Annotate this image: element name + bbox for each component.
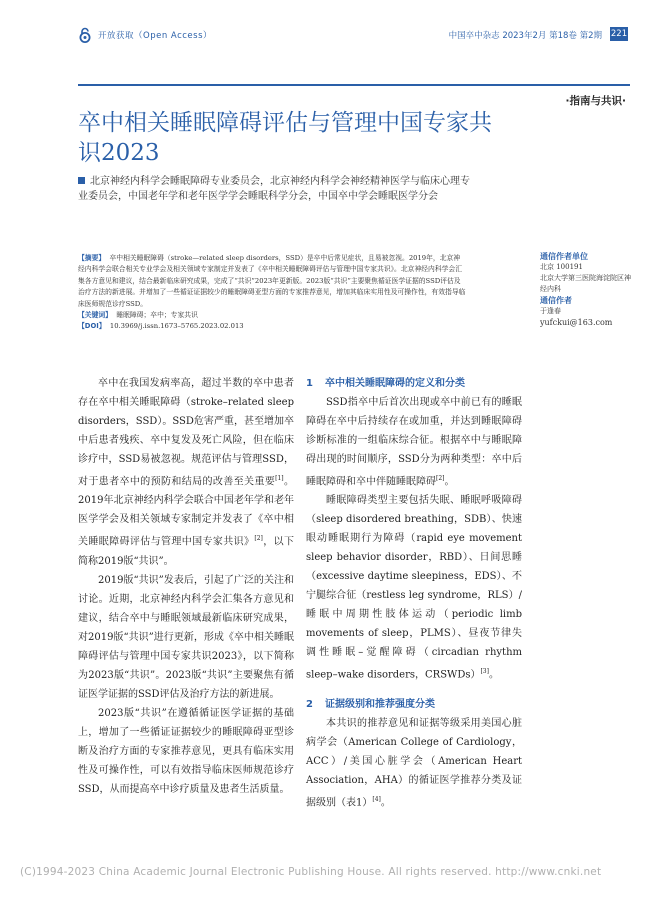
paragraph-text: 。2019年北京神经内科学会联合中国老年学和老年医学学会及相关领域专家制定并发表了《卒中相关睡眠障碍评估与管理中国专家共识》 xyxy=(78,476,294,548)
paragraph: 2019版“共识”发表后，引起了广泛的关注和讨论。近期，北京神经内科学会汇集各方意见和建议，结合卒中与睡眠领域最新临床研究成果，对2019版“共识”进行更新，形成《卒中相关睡眠障碍评估与管理中国专家共识2023》，以下简称为2023版“共识”。2023版“共识”主要聚焦有循证医学证据的SSD评估及治疗方法的新进展。 xyxy=(78,574,294,700)
section-number: 1 xyxy=(306,378,313,389)
copyright-notice: (C)1994-2023 China Academic Journal Electronic Publishing House. All rights reserved. http://www.cnki.net xyxy=(20,866,602,878)
page-number: 221 xyxy=(610,29,628,39)
header-rule xyxy=(78,84,630,86)
section-label: ·指南与共识· xyxy=(565,95,626,107)
doi-text: 10.3969/j.issn.1673–5765.2023.02.013 xyxy=(109,322,244,331)
paragraph: SSD指卒中后首次出现或卒中前已有的睡眠障碍在卒中后持续存在或加重，并达到睡眠障碍诊断标准的一组临床综合征。根据卒中与睡眠障碍出现的时间顺序，SSD分为两种类型：卒中后睡眠障碍和卒中伴随睡眠障碍[2]。 xyxy=(306,397,522,488)
paragraph-text: SSD指卒中后首次出现或卒中前已有的睡眠障碍在卒中后持续存在或加重，并达到睡眠障碍诊断标准的一组临床综合征。根据卒中与睡眠障碍出现的时间顺序，SSD分为两种类型：卒中后睡眠障碍和卒中伴随睡眠障碍 xyxy=(306,397,522,488)
citation: [4] xyxy=(372,795,381,803)
paragraph-text: 卒中在我国发病率高，超过半数的卒中患者存在卒中相关睡眠障碍（stroke–related sleep disorders，SSD）。SSD危害严重，甚至增加卒中后患者残疾、卒中复发及死亡风险，但在临床诊疗中，SSD易被忽视。规范评估与管理SSD，对于患者卒中的预防和结局的改善至关重要 xyxy=(78,378,294,488)
doi-label: 【DOI】 xyxy=(78,322,106,331)
author-label: 通信作者 xyxy=(540,296,572,305)
keywords-label: 【关键词】 xyxy=(78,311,112,320)
citation: [2] xyxy=(254,535,263,543)
section-heading-1 xyxy=(306,374,522,393)
body-column-left xyxy=(78,374,294,799)
authors xyxy=(78,174,478,204)
abstract-text: 卒中相关睡眠障碍（stroke—related sleep disorders，SSD）是卒中后常见症状，且易被忽视。2019年，北京神经内科学会联合相关专业学会及相关领域专家制定并发表了《卒中相关睡眠障碍评估与管理中国专家共识》。北京神经内科学会汇集各方意见和建议，结合最新临床研究成果，完成了“共识”2023年更新版。2023版“共识”主要聚焦循证医学证据的SSD评估及治疗方法的新进展。并增加了一些循证证据较少的睡眠障碍亚型方面的专家推荐意见，增加其临床实用性及可操作性，有效指导临床医师规范诊疗SSD。 xyxy=(78,254,466,308)
author-name: 于逢春 xyxy=(540,307,561,315)
paragraph: 2023版“共识”在遵循循证医学证据的基础上，增加了一些循证证据较少的睡眠障碍亚型诊断及治疗方面的专家推荐意见，更具有临床实用性及可操作性，可以有效指导临床医师规范诊疗SSD，从而提高卒中诊疗质量及患者生活质量。 xyxy=(78,707,294,795)
paragraph-text: ，以下简称2019版“共识”。 xyxy=(78,536,294,567)
abstract-block xyxy=(78,253,466,333)
author-email: yufckui@163.com xyxy=(540,318,613,327)
body-column-right xyxy=(306,374,522,812)
section-title: 证据级别和推荐强度分类 xyxy=(324,698,435,710)
author-list: 北京神经内科学会睡眠障碍专业委员会，北京神经内科学会神经精神医学与临床心理专业委员会，中国老年学和老年医学学会睡眠科学分会，中国卒中学会睡眠医学分会 xyxy=(78,176,470,202)
keywords-text: 睡眠障碍；卒中；专家共识 xyxy=(116,311,198,320)
section-number: 2 xyxy=(306,698,313,710)
journal-info: 中国卒中杂志 2023年2月 第18卷 第2期 xyxy=(448,31,602,41)
correspondence-sidebar xyxy=(540,251,635,328)
section-title: 卒中相关睡眠障碍的定义和分类 xyxy=(324,378,465,389)
open-access-label: 开放获取（Open Access） xyxy=(98,31,213,41)
paragraph-text: 睡眠障碍类型主要包括失眠、睡眠呼吸障碍（sleep disordered breathing，SDB）、快速眼动睡眠期行为障碍（rapid eye movement sleep behavior disorder，RBD）、日间思睡（excessive daytime sleepiness，EDS）、不宁腿综合征（restless leg syndrome，RLS）/睡眠中周期性肢体运动（periodic limb movements of sleep，PLMS）、昼夜节律失调性睡眠–觉醒障碍（circadian rhythm sleep–wake disorders，CRSWDs） xyxy=(306,495,522,681)
doi xyxy=(78,321,466,332)
section-heading-2 xyxy=(306,695,522,714)
abstract xyxy=(78,253,466,310)
unit-label: 通信作者单位 xyxy=(540,252,588,261)
paragraph: 睡眠障碍类型主要包括失眠、睡眠呼吸障碍（sleep disordered breathing，SDB）、快速眼动睡眠期行为障碍（rapid eye movement sleep behavior disorder，RBD）、日间思睡（excessive daytime sleepiness，EDS）、不宁腿综合征（restless leg syndrome，RLS）/睡眠中周期性肢体运动（periodic limb movements of sleep，PLMS）、昼夜节律失调性睡眠–觉醒障碍（circadian rhythm sleep–wake disorders，CRSWDs）[3]。 xyxy=(306,495,522,681)
citation: [1] xyxy=(275,475,284,482)
abstract-label: 【摘要】 xyxy=(78,254,106,262)
unit-line: 北京 100191 xyxy=(540,263,583,271)
citation: [2] xyxy=(436,475,445,482)
keywords xyxy=(78,310,466,321)
author-bullet-icon xyxy=(78,177,85,184)
open-access-icon xyxy=(78,27,92,43)
paragraph xyxy=(78,374,294,571)
paper-title: 卒中相关睡眠障碍评估与管理中国专家共识2023 xyxy=(78,110,492,166)
paragraph: 本共识的推荐意见和证据等级采用美国心脏病学会（American College of Cardiology，ACC）/美国心脏学会（American Heart Association，AHA）的循证医学推荐分类及证据级别（表1）[4]。 xyxy=(306,717,522,808)
paragraph-text: 本共识的推荐意见和证据等级采用美国心脏病学会（American College of Cardiology，ACC）/美国心脏学会（American Heart Association，AHA）的循证医学推荐分类及证据级别（表1） xyxy=(306,717,522,808)
citation: [3] xyxy=(480,668,489,676)
unit-line: 北京大学第三医院海淀院区神经内科 xyxy=(540,274,631,293)
